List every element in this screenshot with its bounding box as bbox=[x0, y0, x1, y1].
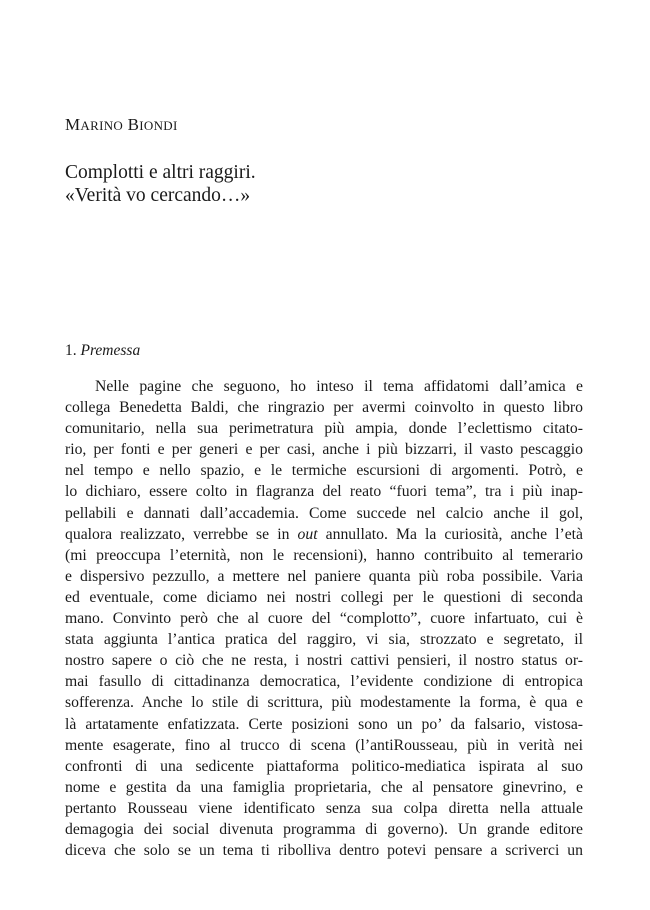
body-line: là artatamente enfatizzata. Certe posizioni sono un po’ da falsario, vistosa- bbox=[65, 715, 583, 733]
section-heading bbox=[65, 342, 140, 360]
body-line: stata aggiunta l’antica pratica del raggiro, vi sia, strozzato e segretato, il bbox=[65, 631, 583, 649]
body-paragraph bbox=[65, 376, 583, 861]
body-line: pellabili e dannati dall’accademia. Come succede nel calcio anche il gol, bbox=[65, 504, 583, 522]
body-line: demagogia dei social divenuta programma di governo). Un grande editore bbox=[65, 820, 583, 838]
body-line: e dispersivo pezzullo, a mettere nel paniere quanta più roba possibile. Varia bbox=[65, 567, 583, 585]
body-line: mai fasullo di cittadinanza democratica, l’evidente condizione di entropica bbox=[65, 673, 583, 691]
body-line: mano. Convinto però che al cuore del “complotto”, cuore infartuato, cui è bbox=[65, 610, 583, 628]
section-number: 1. bbox=[65, 342, 77, 359]
author-last-rest: IONDI bbox=[139, 118, 178, 133]
body-line: mente esagerate, fino al trucco di scena (l’antiRousseau, più in verità nei bbox=[65, 736, 583, 754]
body-line: confronti di una sedicente piattaforma politico-mediatica ispirata al suo bbox=[65, 757, 583, 775]
body-line: nome e gestita da una famiglia proprietaria, che al pensatore ginevrino, e bbox=[65, 778, 583, 796]
article-title bbox=[65, 161, 256, 207]
body-line: diceva che solo se un tema ti ribolliva dentro potevi pensare a scriverci un bbox=[65, 842, 583, 860]
section-label: Premessa bbox=[80, 342, 141, 359]
body-line-text: qualora realizzato, verrebbe se in bbox=[65, 525, 298, 543]
author-first-rest: ARINO bbox=[80, 118, 124, 133]
body-line: nostro sapere o ciò che ne resta, i nostri cattivi pensieri, il nostro status or- bbox=[65, 652, 583, 670]
author-first-initial: M bbox=[65, 115, 81, 134]
body-line: collega Benedetta Baldi, che ringrazio per avermi coinvolto in questo libro bbox=[65, 399, 583, 417]
body-line: lo dichiaro, essere colto in flagranza del reato “fuori tema”, tra i più inap- bbox=[65, 483, 583, 501]
body-line: Nelle pagine che seguono, ho inteso il tema affidatomi dall’amica e bbox=[95, 378, 583, 395]
body-line: sofferenza. Anche lo stile di scrittura, più modestamente la forma, è qua e bbox=[65, 694, 583, 712]
body-line: nel tempo e nello spazio, e le termiche escursioni di argomenti. Potrò, e bbox=[65, 462, 583, 480]
body-line: pertanto Rousseau viene identificato senza sua colpa diretta nella attuale bbox=[65, 799, 583, 817]
body-line: ed eventuale, come diciamo nei nostri collegi per le questioni di seconda bbox=[65, 588, 583, 606]
body-line-with-italic bbox=[65, 524, 583, 545]
title-line-2: «Verità vo cercando…» bbox=[65, 185, 251, 206]
body-line: rio, per fonti e per generi e per casi, anche i più bizzarri, il vasto pescaggio bbox=[65, 441, 583, 459]
author-last-initial: B bbox=[127, 115, 140, 134]
italic-word: out bbox=[297, 525, 318, 543]
body-line-tail: annullato. Ma la curiosità, anche l’età bbox=[317, 525, 583, 543]
title-line-1: Complotti e altri raggiri. bbox=[65, 162, 256, 183]
body-line: (mi preoccupa l’eternità, non le recensioni), hanno contribuito al temerario bbox=[65, 546, 583, 564]
body-line: comunitario, nella sua perimetratura più ampia, donde l’eclettismo citato- bbox=[65, 420, 583, 438]
author-name bbox=[65, 115, 178, 135]
